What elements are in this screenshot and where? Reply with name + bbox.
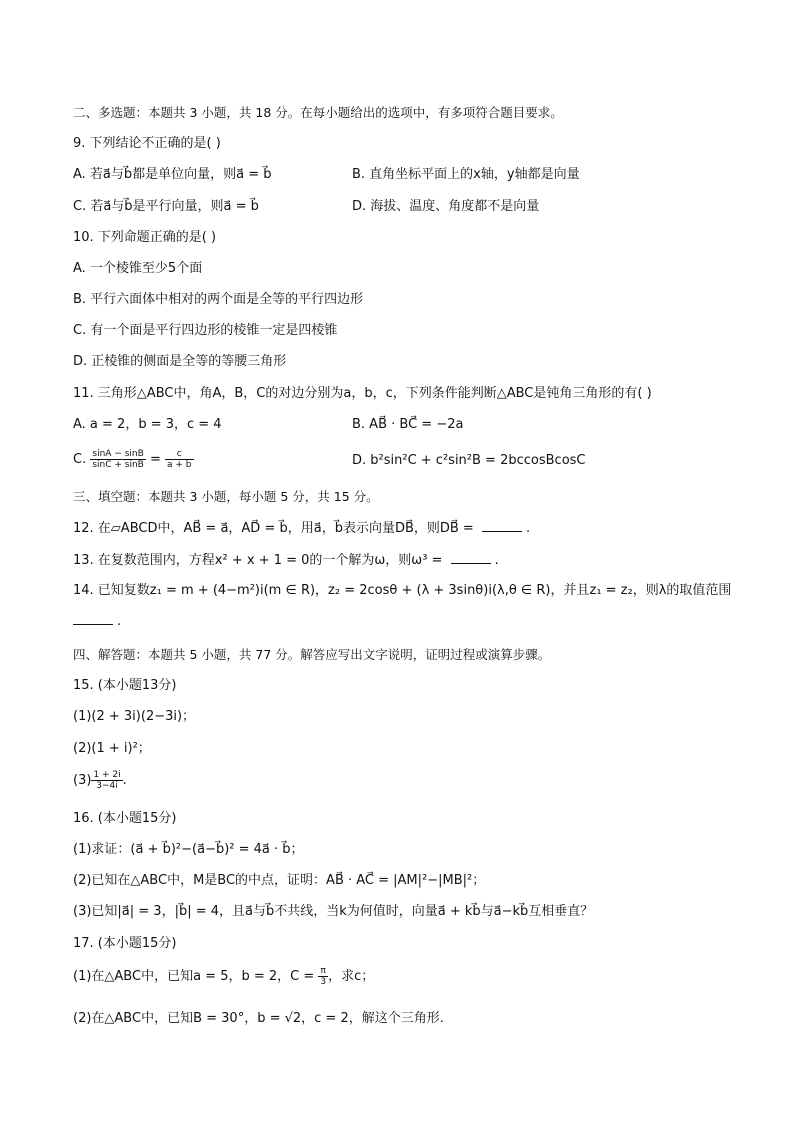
question-16-title: 16. (本小题15分) bbox=[73, 811, 177, 826]
question-11-option-a: A. a = 2，b = 3，c = 4 bbox=[73, 417, 222, 432]
answer-blank[interactable] bbox=[73, 612, 113, 625]
fraction-sine-ratio: $\frac{\sin A - \sin B}{\sin C + \sin B}$ bbox=[92, 449, 144, 470]
question-11-option-c: C. $\frac{\sin A - \sin B}{\sin C + \sin B}$ = $\frac{c}{a + b}$ bbox=[73, 449, 192, 470]
question-10-option-a: A. 一个棱锥至少5个面 bbox=[73, 261, 203, 276]
question-10-option-d: D. 正棱锥的侧面是全等的等腰三角形 bbox=[73, 354, 287, 369]
question-11-option-b: B. AB⃗ · BC⃗ = −2a bbox=[352, 417, 464, 432]
question-11-stem: 11. 三角形△ABC中，角A，B，C的对边分别为a，b，c，下列条件能判断△ABC是钝角三角形的有( ) bbox=[73, 386, 652, 401]
fraction-complex: $\frac{1 + 2i}{3-4i}$ bbox=[93, 770, 121, 791]
option-c-label: C. bbox=[73, 452, 91, 467]
question-16-part-2: (2)已知在△ABC中，M是BC的中点，证明：AB⃗ · AC⃗ = |AM|²−|MB|²； bbox=[73, 873, 486, 888]
fraction-side-ratio: $\frac{c}{a + b}$ bbox=[167, 449, 192, 470]
question-9-option-c: C. 若a⃗与b⃗是平行向量，则a⃗ = b⃗ bbox=[73, 199, 259, 214]
section-heading-multiple-choice: 二、多选题：本题共 3 小题，共 18 分。在每小题给出的选项中，有多项符合题目要求。 bbox=[73, 105, 563, 120]
question-13: 13. 在复数范围内，方程x² + x + 1 = 0的一个解为ω，则ω³ = . bbox=[73, 553, 499, 568]
question-9-option-b: B. 直角坐标平面上的x轴，y轴都是向量 bbox=[352, 167, 580, 182]
question-15-part-2: (2)(1 + i)²； bbox=[73, 741, 151, 756]
question-14-answer: . bbox=[73, 612, 121, 631]
question-9-option-d: D. 海拔、温度、角度都不是向量 bbox=[352, 199, 540, 214]
question-15-part-3: (3) $\frac{1 + 2i}{3-4i}$ . bbox=[73, 770, 127, 791]
fraction-pi-over-3: $\frac{\pi}{3}$ bbox=[320, 966, 327, 987]
question-9-stem: 9. 下列结论不正确的是( ) bbox=[73, 136, 221, 151]
question-15-title: 15. (本小题13分) bbox=[73, 678, 177, 693]
section-heading-fill-in: 三、填空题：本题共 3 小题，每小题 5 分，共 15 分。 bbox=[73, 489, 379, 504]
question-10-option-b: B. 平行六面体中相对的两个面是全等的平行四边形 bbox=[73, 292, 364, 307]
answer-blank[interactable] bbox=[482, 519, 522, 532]
question-17-part-2: (2)在△ABC中，已知B = 30°，b = √2，c = 2，解这个三角形. bbox=[73, 1011, 444, 1026]
question-16-part-3: (3)已知|a⃗| = 3，|b⃗| = 4，且a⃗与b⃗不共线，当k为何值时，向量a⃗ + kb⃗与a⃗−kb⃗互相垂直？ bbox=[73, 904, 594, 919]
question-15-part-1: (1)(2 + 3i)(2−3i)； bbox=[73, 709, 196, 724]
question-17-part-1: (1)在△ABC中，已知a = 5，b = 2，C = $\frac{\pi}{3}$ ，求c； bbox=[73, 966, 375, 987]
question-10-stem: 10. 下列命题正确的是( ) bbox=[73, 230, 217, 245]
question-17-title: 17. (本小题15分) bbox=[73, 936, 177, 951]
question-10-option-c: C. 有一个面是平行四边形的棱锥一定是四棱锥 bbox=[73, 323, 338, 338]
question-9-option-a: A. 若a⃗与b⃗都是单位向量，则a⃗ = b⃗ bbox=[73, 167, 272, 182]
question-16-part-1: (1)求证：(a⃗ + b⃗)²−(a⃗−b⃗)² = 4a⃗ · b⃗； bbox=[73, 842, 304, 857]
question-12: 12. 在▱ABCD中，AB⃗ = a⃗，AD⃗ = b⃗，用a⃗，b⃗表示向量DB⃗，则DB⃗ = . bbox=[73, 521, 531, 536]
question-14: 14. 已知复数z₁ = m + (4−m²)i(m ∈ R)，z₂ = 2cosθ + (λ + 3sinθ)i(λ,θ ∈ R)，并且z₁ = z₂，则λ的取值范围 bbox=[73, 583, 732, 598]
question-11-option-d: D. b²sin²C + c²sin²B = 2bccosBcosC bbox=[352, 453, 586, 468]
section-heading-solutions: 四、解答题：本题共 5 小题，共 77 分。解答应写出文字说明，证明过程或演算步骤。 bbox=[73, 647, 551, 662]
answer-blank[interactable] bbox=[451, 551, 491, 564]
